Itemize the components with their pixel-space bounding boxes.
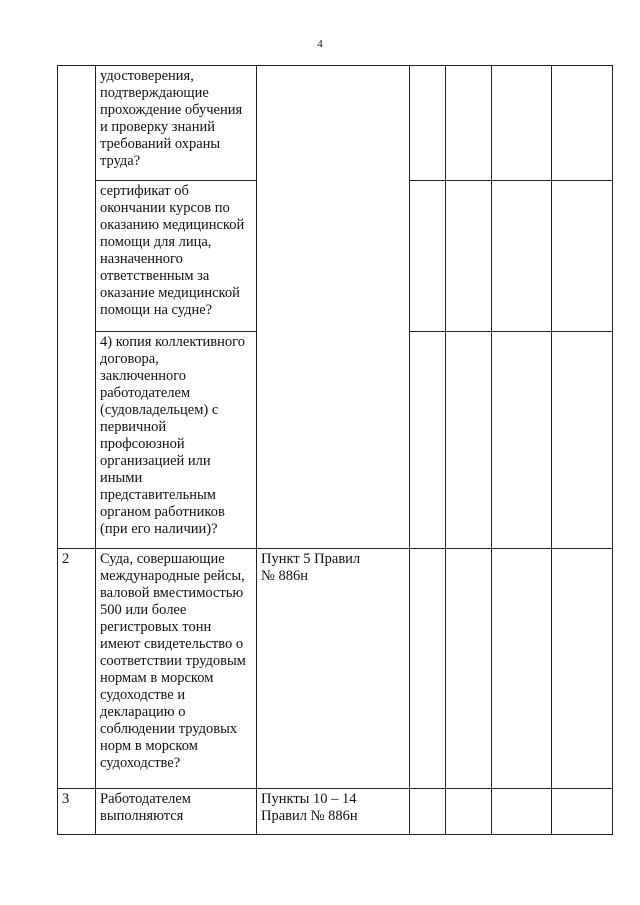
answer-cell [492,549,552,789]
checklist-table [57,65,613,835]
answer-cell [492,181,552,332]
question-cell [96,181,257,332]
table-row [58,789,613,835]
reference-cell [257,549,410,789]
answer-cell [446,789,492,835]
table-row [58,66,613,181]
question-text: Суда, совершающие международные рейсы, валовой вместимостью 500 или более регистровых тонн имеют свидетельство о соответствии трудовым нормам в морском судоходстве и декларацию о соблюдении трудовых норм в морском судоходстве? [100,551,246,771]
question-cell [96,549,257,789]
table-row [58,549,613,789]
question-cell [96,66,257,181]
question-text: 4) копия коллективного договора, заключенного работодателем (судовладельцем) с первичной профсоюзной организацией или иными представительным органом работников (при его наличии)? [100,334,245,537]
answer-cell [446,181,492,332]
question-text: сертификат об окончании курсов по оказанию медицинской помощи для лица, назначенного ответственным за оказание медицинской помощи на судне? [100,183,245,318]
answer-cell [552,789,613,835]
answer-cell [410,66,446,181]
answer-cell [492,789,552,835]
answer-cell [410,181,446,332]
answer-cell [446,549,492,789]
answer-cell [446,66,492,181]
answer-cell [492,66,552,181]
question-text: удостоверения, подтверждающие прохождение обучения и проверку знаний требований охраны труда? [100,68,243,169]
row-number-cell: 2 [58,549,96,789]
row-number-cell: 3 [58,789,96,835]
reference-text: Пункты 10 – 14 Правил № 886н [261,791,358,824]
answer-cell [552,549,613,789]
answer-cell [446,332,492,549]
reference-cell [257,789,410,835]
answer-cell [552,181,613,332]
question-text: Работодателем выполняются [100,791,191,824]
row-number-cell [58,66,96,549]
answer-cell [552,66,613,181]
question-cell [96,332,257,549]
answer-cell [492,332,552,549]
answer-cell [410,549,446,789]
page-number: 4 [317,38,323,50]
answer-cell [410,332,446,549]
answer-cell [410,789,446,835]
reference-text: Пункт 5 Правил № 886н [261,551,361,584]
answer-cell [552,332,613,549]
reference-cell [257,66,410,549]
question-cell [96,789,257,835]
